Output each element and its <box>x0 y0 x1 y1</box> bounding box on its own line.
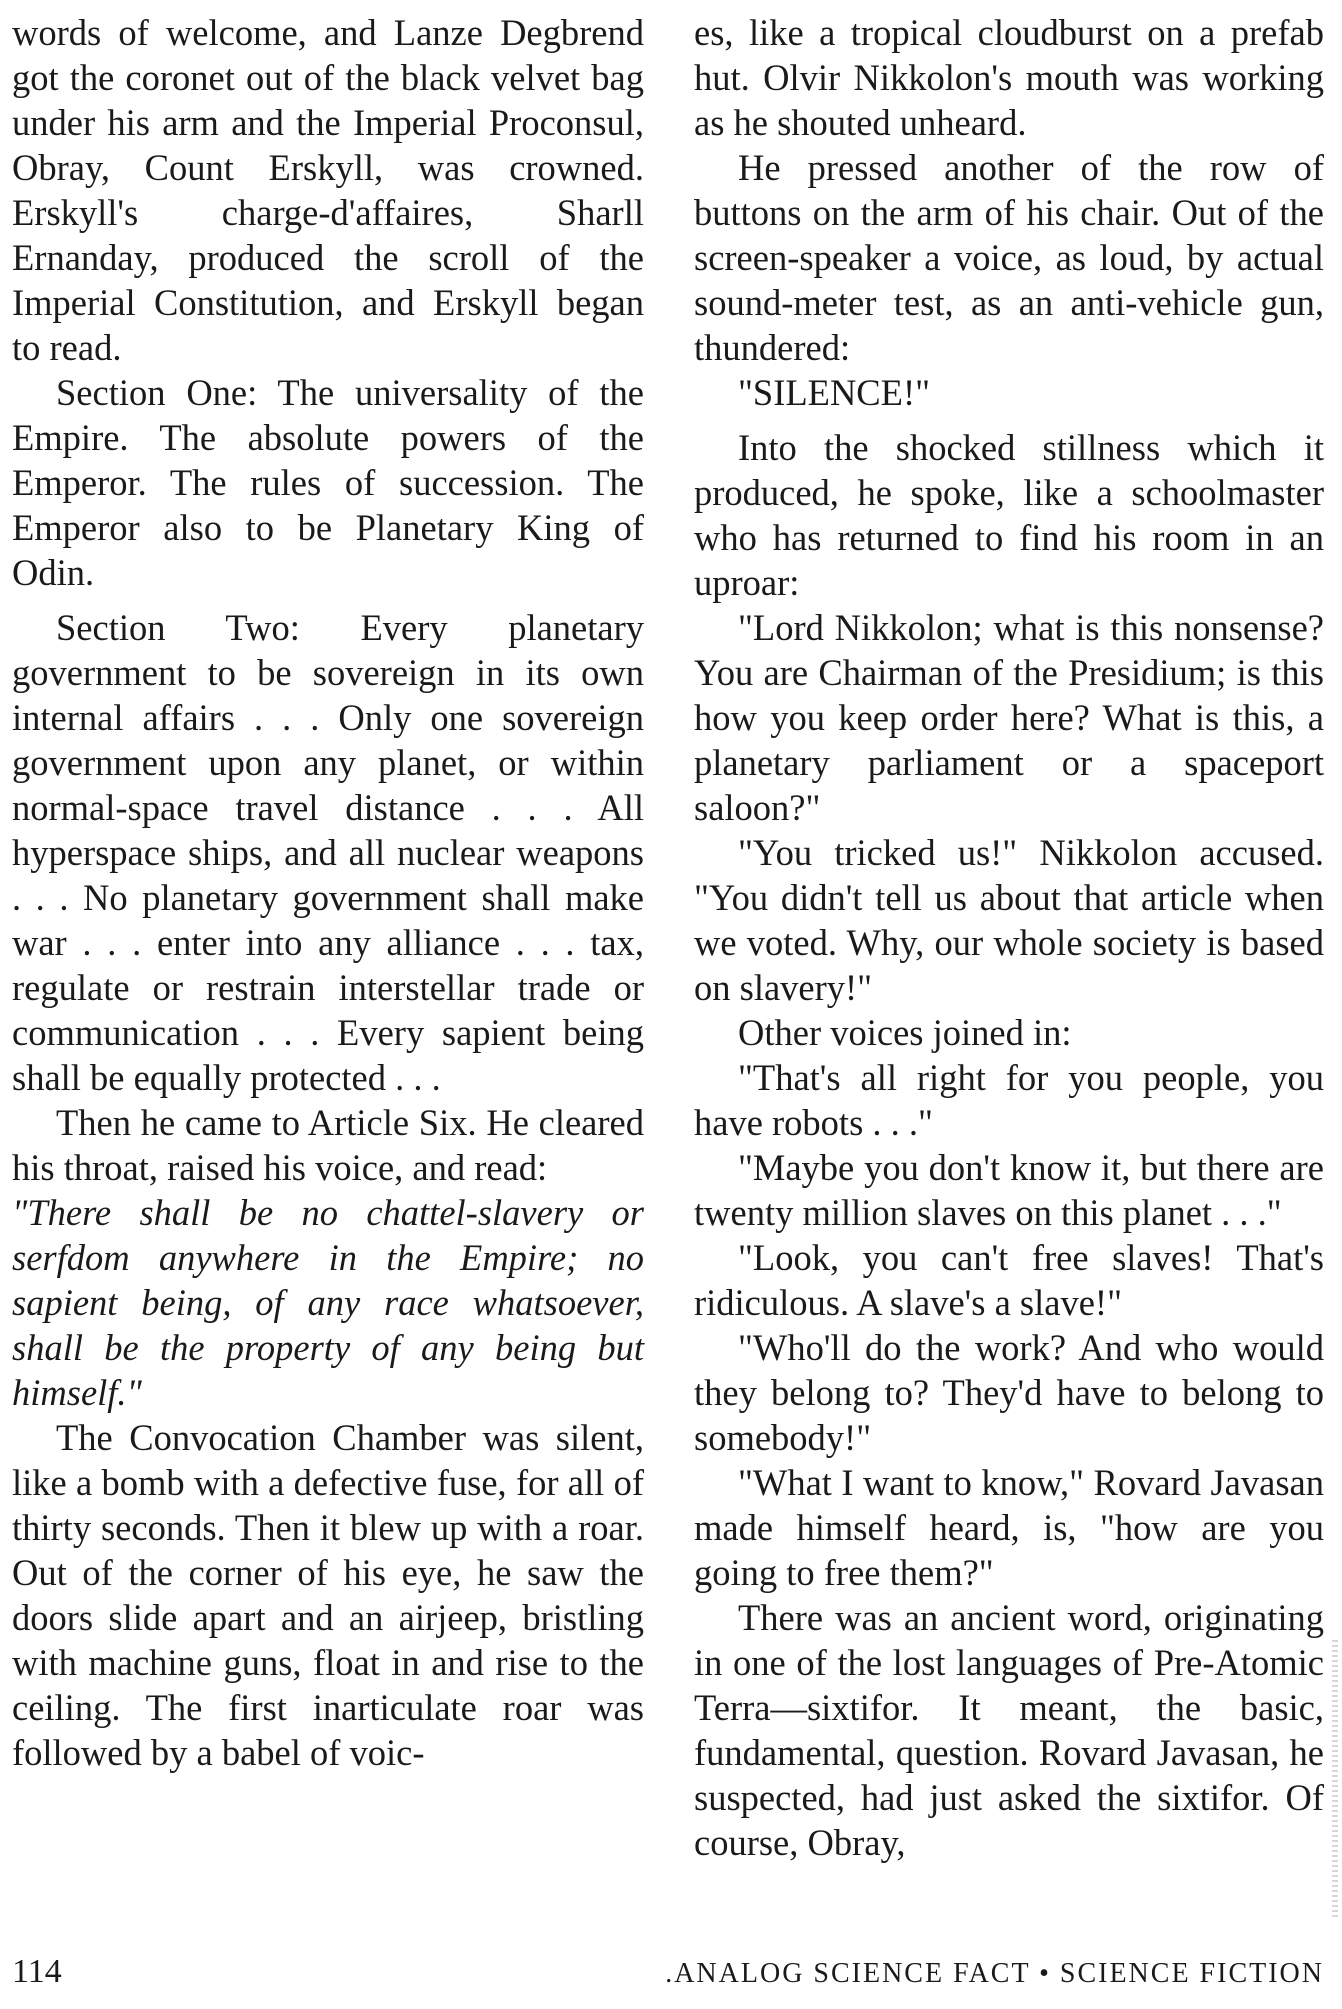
paragraph: Into the shocked stillness which it produced, he spoke, like a schoolmaster who has returned to find his room in an uproar: <box>694 427 1324 603</box>
paragraph: "Lord Nikkolon; what is this nonsense? You are Chairman of the Presidium; is this how you keep order here? What is this, a planetary parliament or a spaceport saloon?" <box>694 607 1324 828</box>
paragraph: "You tricked us!" Nikkolon accused. "You didn't tell us about that article when we voted. Why, our whole society is based on slavery!" <box>694 832 1324 1008</box>
paragraph: There was an ancient word, originating in one of the lost languages of Pre-Atomic Terra—sixtifor. It meant, the basic, fundamental, question. Rovard Javasan, he suspected, had just asked the sixtifor. Of course, Obray, <box>694 1597 1324 1863</box>
page-number: 114 <box>12 1953 62 1990</box>
paragraph: "What I want to know," Rovard Javasan made himself heard, is, "how are you going to free them?" <box>694 1462 1324 1593</box>
right-text-column <box>694 10 1324 1865</box>
paragraph: The Convocation Chamber was silent, like a bomb with a defective fuse, for all of thirty seconds. Then it blew up with a roar. Out of the corner of his eye, he saw the doors slide apart and an airjeep, bristling with machine guns, float in and rise to the ceiling. The first inarticulate roar was followed by a babel of voic- <box>12 1417 644 1773</box>
page-footer <box>12 1950 1324 2000</box>
paragraph: Then he came to Article Six. He cleared his throat, raised his voice, and read: <box>12 1102 644 1188</box>
paragraph: "SILENCE!" <box>738 372 930 413</box>
paragraph: words of welcome, and Lanze Degbrend got the coronet out of the black velvet bag under his arm and the Imperial Proconsul, Obray, Count Erskyll, was crowned. Erskyll's charge-d'affaires, Sharll Ernanday, produced the scroll of the Imperial Constitution, and Erskyll began to read. <box>12 12 644 368</box>
paragraph: "Maybe you don't know it, but there are twenty million slaves on this planet . . ." <box>694 1147 1324 1233</box>
paragraph: "Look, you can't free slaves! That's ridiculous. A slave's a slave!" <box>694 1237 1324 1323</box>
paragraph: Section One: The universality of the Empire. The absolute powers of the Emperor. The rules of succession. The Emperor also to be Planetary King of Odin. <box>12 372 644 593</box>
quoted-paragraph: "There shall be no chattel-slavery or serfdom anywhere in the Empire; no sapient being, of any race whatsoever, shall be the property of any being but himself." <box>12 1192 644 1413</box>
paragraph: "That's all right for you people, you have robots . . ." <box>694 1057 1324 1143</box>
running-head: .ANALOG SCIENCE FACT • SCIENCE FICTION <box>665 1958 1324 1989</box>
paragraph: "Who'll do the work? And who would they belong to? They'd have to belong to somebody!" <box>694 1327 1324 1458</box>
paragraph: He pressed another of the row of buttons on the arm of his chair. Out of the screen-speaker a voice, as loud, by actual sound-meter test, as an anti-vehicle gun, thundered: <box>694 147 1324 368</box>
paragraph: Section Two: Every planetary government to be sovereign in its own internal affairs . . . Only one sovereign government upon any planet, or within normal-space travel distance . . . All hyperspace ships, and all nuclear weapons . . . No planetary government shall make war . . . enter into any alliance . . . tax, regulate or restrain interstellar trade or communication . . . Every sapient being shall be equally protected . . . <box>12 607 644 1098</box>
paragraph: Other voices joined in: <box>738 1012 1072 1053</box>
left-text-column <box>12 10 644 1775</box>
scan-artifact <box>1332 1640 1338 1920</box>
paragraph: es, like a tropical cloudburst on a prefab hut. Olvir Nikkolon's mouth was working as he shouted unheard. <box>694 12 1324 143</box>
